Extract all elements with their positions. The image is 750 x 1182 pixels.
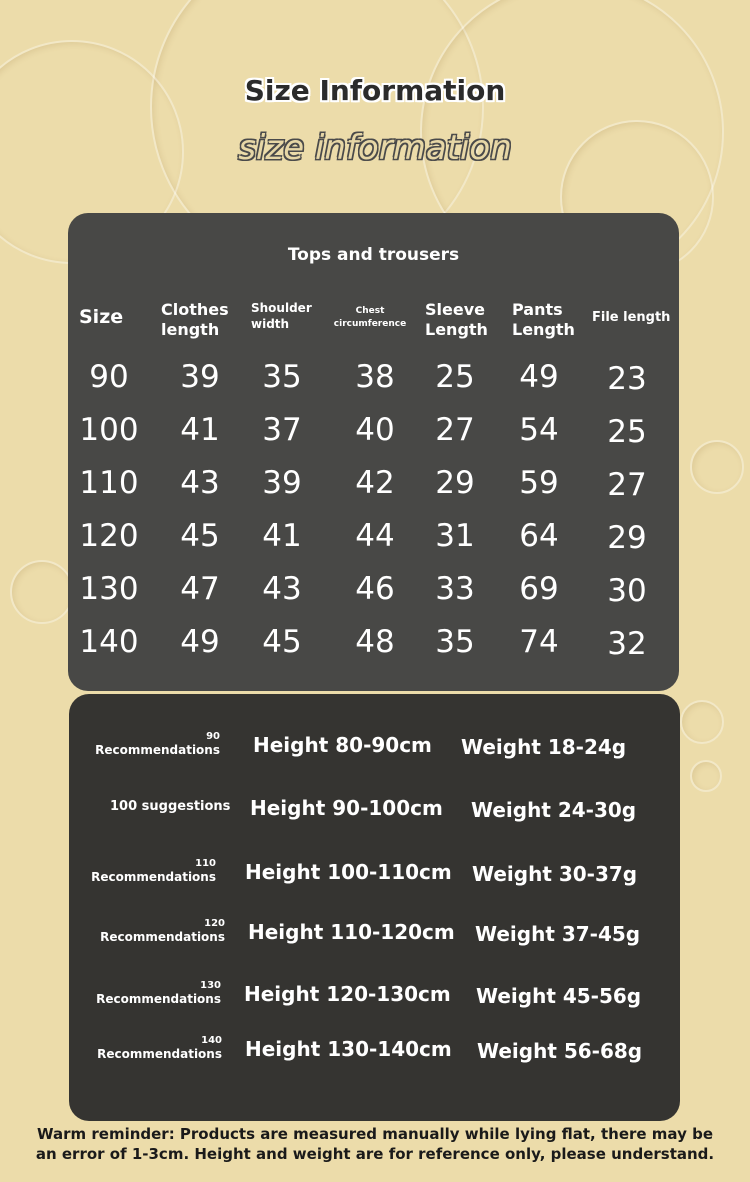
- size-table-panel: [68, 213, 679, 691]
- cell-clothes-length: 39: [180, 359, 220, 395]
- cell-sleeve-length: 27: [435, 412, 475, 448]
- recommendation-text: Recommendations: [95, 743, 220, 757]
- warm-reminder: [30, 1124, 720, 1164]
- header-sleeve-length: [425, 300, 488, 340]
- cell-shoulder-width: 45: [262, 624, 302, 660]
- header-line: length: [161, 320, 220, 339]
- cell-size: 140: [79, 624, 139, 660]
- table-caption: Tops and trousers: [287, 245, 460, 265]
- recommendation-weight: Weight 24-30g: [471, 798, 637, 822]
- header-file-length: File length: [592, 310, 671, 325]
- recommendation-weight: Weight 45-56g: [476, 984, 642, 1008]
- recommendation-text: Recommendations: [96, 992, 221, 1006]
- cell-shoulder-width: 39: [262, 465, 302, 501]
- cell-file-length: 32: [607, 626, 647, 662]
- recommendation-size: 110: [195, 858, 216, 869]
- cell-clothes-length: 41: [180, 412, 220, 448]
- recommendation-label: [91, 858, 216, 884]
- header-line: Sleeve: [425, 300, 485, 319]
- recommendation-height: Height 110-120cm: [248, 920, 455, 944]
- header-line: Pants: [512, 300, 563, 319]
- header-size: Size: [79, 306, 124, 328]
- recommendation-size: 90: [206, 731, 220, 742]
- recommendation-height: Height 120-130cm: [244, 982, 451, 1006]
- header-line: circumference: [333, 319, 407, 329]
- cell-chest: 46: [355, 571, 395, 607]
- page-subtitle: size information: [238, 128, 512, 168]
- cell-shoulder-width: 37: [262, 412, 302, 448]
- header-clothes-length: [161, 300, 229, 340]
- cell-file-length: 30: [607, 573, 647, 609]
- bg-bubble: [690, 440, 744, 494]
- recommendation-label: [96, 980, 221, 1006]
- cell-clothes-length: 47: [180, 571, 220, 607]
- cell-shoulder-width: 43: [262, 571, 302, 607]
- recommendation-height: Height 100-110cm: [245, 860, 452, 884]
- cell-clothes-length: 49: [180, 624, 220, 660]
- cell-chest: 42: [355, 465, 395, 501]
- cell-pants-length: 64: [519, 518, 559, 554]
- cell-size: 100: [79, 412, 139, 448]
- cell-chest: 38: [355, 359, 395, 395]
- header-line: Length: [512, 320, 575, 339]
- cell-clothes-length: 45: [180, 518, 220, 554]
- recommendation-label: 100 suggestions: [110, 799, 231, 814]
- cell-size: 110: [79, 465, 139, 501]
- header-line: Shoulder: [251, 301, 312, 315]
- cell-file-length: 27: [607, 467, 647, 503]
- reminder-line: Warm reminder: Products are measured manually while lying flat, there may be: [36, 1125, 713, 1143]
- cell-chest: 40: [355, 412, 395, 448]
- cell-shoulder-width: 41: [262, 518, 302, 554]
- cell-pants-length: 49: [519, 359, 559, 395]
- recommendation-weight: Weight 56-68g: [477, 1039, 643, 1063]
- cell-shoulder-width: 35: [262, 359, 302, 395]
- header-line: width: [251, 317, 290, 331]
- cell-size: 120: [79, 518, 139, 554]
- recommendation-size: 140: [201, 1035, 222, 1046]
- recommendation-height: Height 130-140cm: [245, 1037, 452, 1061]
- recommendation-height: Height 90-100cm: [250, 796, 443, 820]
- cell-sleeve-length: 29: [435, 465, 475, 501]
- recommendation-text: Recommendations: [91, 870, 216, 884]
- cell-clothes-length: 43: [180, 465, 220, 501]
- recommendation-label: [97, 1035, 222, 1061]
- recommendation-weight: Weight 30-37g: [472, 862, 638, 886]
- cell-pants-length: 69: [519, 571, 559, 607]
- cell-file-length: 29: [607, 520, 647, 556]
- bg-bubble: [680, 700, 724, 744]
- cell-pants-length: 54: [519, 412, 559, 448]
- recommendation-size: 130: [200, 980, 221, 991]
- cell-chest: 48: [355, 624, 395, 660]
- page-title: Size Information: [244, 74, 506, 107]
- cell-size: 90: [89, 359, 129, 395]
- cell-size: 130: [79, 571, 139, 607]
- cell-pants-length: 59: [519, 465, 559, 501]
- header-pants-length: [512, 300, 575, 340]
- cell-sleeve-length: 25: [435, 359, 475, 395]
- cell-chest: 44: [355, 518, 395, 554]
- bg-bubble: [690, 760, 722, 792]
- recommendation-weight: Weight 18-24g: [461, 735, 627, 759]
- header-line: Length: [425, 320, 488, 339]
- recommendation-size: 120: [204, 918, 225, 929]
- reminder-line: an error of 1-3cm. Height and weight are for reference only, please understand.: [35, 1145, 715, 1163]
- cell-sleeve-length: 33: [435, 571, 475, 607]
- recommendation-text: Recommendations: [100, 930, 225, 944]
- recommendation-weight: Weight 37-45g: [475, 922, 641, 946]
- recommendation-label: [95, 731, 220, 757]
- recommendations-panel: [69, 694, 680, 1121]
- recommendation-text: Recommendations: [97, 1047, 222, 1061]
- header-line: Chest: [355, 306, 385, 316]
- recommendation-label: [100, 918, 225, 944]
- header-shoulder-width: [251, 300, 312, 332]
- header-chest-circumference: [330, 305, 410, 331]
- cell-file-length: 23: [607, 361, 647, 397]
- cell-sleeve-length: 31: [435, 518, 475, 554]
- cell-pants-length: 74: [519, 624, 559, 660]
- recommendation-height: Height 80-90cm: [253, 733, 432, 757]
- cell-sleeve-length: 35: [435, 624, 475, 660]
- header-line: Clothes: [161, 300, 229, 319]
- cell-file-length: 25: [607, 414, 647, 450]
